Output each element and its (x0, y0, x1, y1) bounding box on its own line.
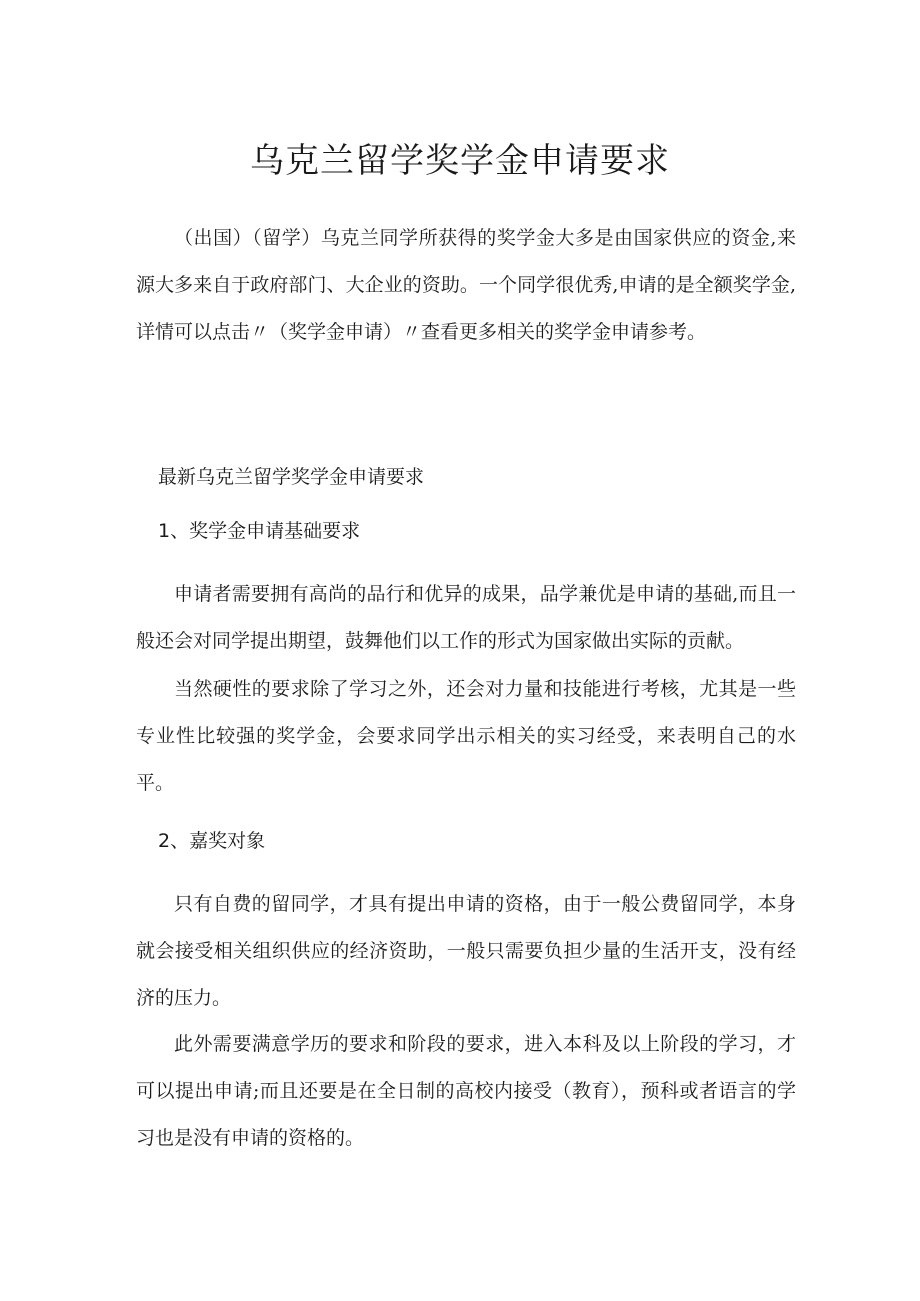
paragraph-2-1: 只有自费的留同学，才具有提出申请的资格，由于一般公费留同学，本身就会接受相关组织供应的经济资助，一般只需要负担少量的生活开支，没有经济的压力。 (136, 893, 796, 1009)
paragraph-2-2: 此外需要满意学历的要求和阶段的要求，进入本科及以上阶段的学习，才可以提出申请;而且还要是在全日制的高校内接受（教育），预科或者语言的学习也是没有申请的资格的。 (136, 1033, 796, 1149)
document-title: 乌克兰留学奖学金申请要求 (250, 141, 670, 181)
subsection-heading-2: 2、嘉奖对象 (158, 830, 266, 852)
paragraph-1-1: 申请者需要拥有高尚的品行和优异的成果，品学兼优是申请的基础,而且一般还会对同学提出期望，鼓舞他们以工作的形式为国家做出实际的贡献。 (136, 583, 796, 652)
subsection-heading-1: 1、奖学金申请基础要求 (158, 520, 361, 542)
section-heading: 最新乌克兰留学奖学金申请要求 (158, 466, 425, 488)
intro-paragraph: （出国）（留学）乌克兰同学所获得的奖学金大多是由国家供应的资金,来源大多来自于政府部门、大企业的资助。一个同学很优秀,申请的是全额奖学金,详情可以点击〃（奖学金申请）〃查看更多相关的奖学金申请参考。 (136, 227, 796, 343)
paragraph-1-2: 当然硬性的要求除了学习之外，还会对力量和技能进行考核，尤其是一些专业性比较强的奖学金，会要求同学出示相关的实习经受，来表明自己的水平。 (136, 678, 796, 794)
